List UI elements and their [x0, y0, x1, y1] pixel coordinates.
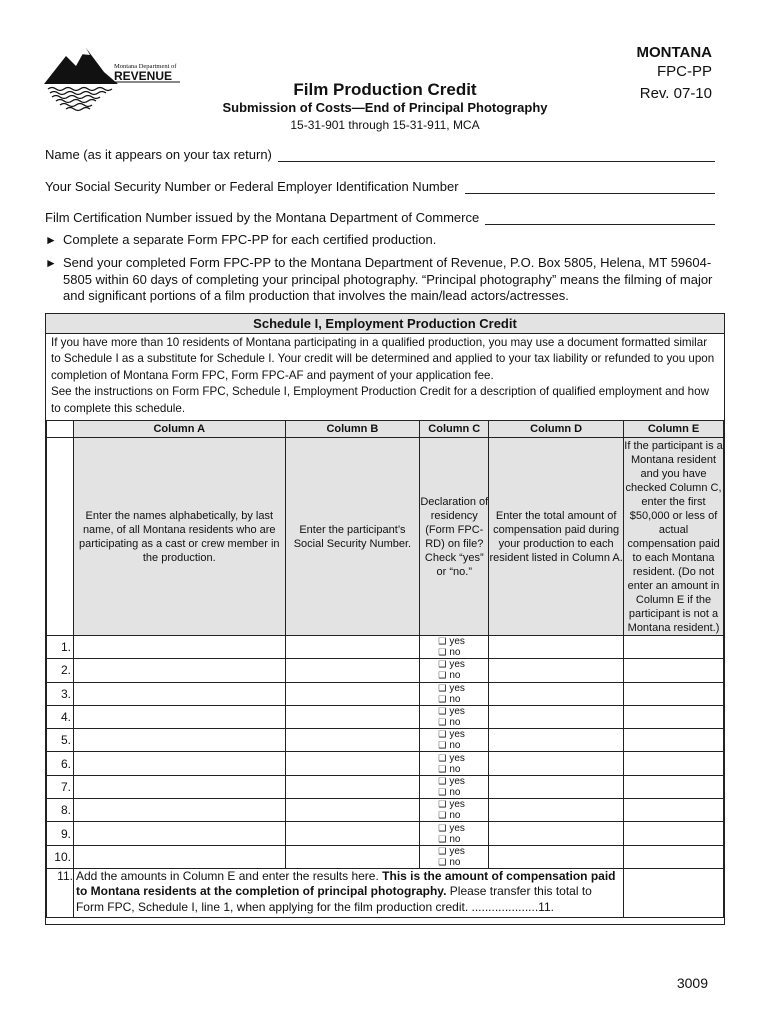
- participant-ssn-cell[interactable]: [285, 775, 420, 798]
- total-compensation-cell[interactable]: [489, 822, 624, 845]
- participant-row: [47, 775, 724, 798]
- qualified-compensation-cell[interactable]: [624, 822, 724, 845]
- blank-cell: [47, 438, 74, 636]
- yes-option[interactable]: [438, 706, 488, 717]
- participant-row: [47, 705, 724, 728]
- participant-rows: [47, 636, 724, 869]
- certification-field: [45, 210, 715, 225]
- no-label: no: [449, 647, 461, 659]
- total-compensation-cell[interactable]: [489, 659, 624, 682]
- form-subtitle: Submission of Costs—End of Principal Photography: [222, 100, 548, 115]
- checkbox-icon[interactable]: ❑: [438, 659, 447, 670]
- schedule-title: Schedule I, Employment Production Credit: [46, 314, 724, 334]
- row-number: 9.: [47, 822, 74, 845]
- no-label: no: [449, 810, 461, 822]
- checkbox-icon[interactable]: ❑: [438, 810, 447, 821]
- participant-ssn-cell[interactable]: [285, 752, 420, 775]
- column-e-description: If the participant is a Montana resident and you have checked Column C, enter the first $50,000 or less of actual compensation paid to each Montana resident. (Do not enter an amount in Column E if the participant is not a Montana resident.): [624, 439, 723, 634]
- column-b-description: Enter the participant’s Social Security Number.: [285, 438, 420, 636]
- checkbox-icon[interactable]: ❑: [438, 786, 447, 797]
- yes-label: yes: [449, 845, 465, 857]
- instruction-text: Complete a separate Form FPC-PP for each certified production.: [63, 232, 437, 247]
- no-label: no: [449, 740, 461, 752]
- total-compensation-cell[interactable]: [489, 729, 624, 752]
- participant-ssn-cell[interactable]: [285, 729, 420, 752]
- residency-checkbox-cell: [420, 799, 489, 822]
- no-label: no: [449, 833, 461, 845]
- checkbox-icon[interactable]: ❑: [438, 740, 447, 751]
- participant-name-cell[interactable]: [73, 845, 285, 868]
- participant-ssn-cell[interactable]: [285, 636, 420, 659]
- checkbox-icon[interactable]: ❑: [438, 647, 447, 658]
- yes-option[interactable]: [438, 659, 488, 670]
- participant-name-cell[interactable]: [73, 705, 285, 728]
- row-number: 7.: [47, 775, 74, 798]
- triangle-bullet-icon: ►: [45, 233, 57, 247]
- yes-label: yes: [449, 729, 465, 741]
- ssn-input-line[interactable]: [465, 179, 715, 194]
- participant-row: [47, 845, 724, 868]
- total-text-tail: Please transfer this total to Form FPC, Schedule I, line 1, when applying for the film production credit. ....................11.: [75, 884, 592, 914]
- yes-label: yes: [449, 682, 465, 694]
- column-d-header: Column D: [489, 421, 624, 438]
- total-line-number: 11.: [47, 868, 74, 917]
- residency-checkbox-cell: [420, 659, 489, 682]
- column-c-header: Column C: [420, 421, 489, 438]
- checkbox-icon[interactable]: ❑: [438, 833, 447, 844]
- instruction-bullet: [45, 255, 725, 305]
- checkbox-icon[interactable]: ❑: [438, 752, 447, 763]
- total-amount-cell[interactable]: [624, 868, 724, 917]
- residency-checkbox-cell: [420, 636, 489, 659]
- statute-reference: 15-31-901 through 15-31-911, MCA: [290, 118, 480, 132]
- schedule-box: [45, 313, 725, 925]
- checkbox-icon[interactable]: ❑: [438, 775, 447, 786]
- checkbox-icon[interactable]: ❑: [438, 693, 447, 704]
- column-d-description: Enter the total amount of compensation paid during your production to each resident listed in Column A.: [489, 438, 624, 636]
- row-number: 8.: [47, 799, 74, 822]
- blank-cell: [47, 421, 74, 438]
- row-number: 3.: [47, 682, 74, 705]
- checkbox-icon[interactable]: ❑: [438, 717, 447, 728]
- yes-label: yes: [449, 659, 465, 671]
- participant-row: [47, 659, 724, 682]
- total-row: [47, 868, 724, 917]
- no-option[interactable]: [438, 670, 488, 681]
- checkbox-icon[interactable]: ❑: [438, 845, 447, 856]
- row-number: 2.: [47, 659, 74, 682]
- row-number: 10.: [47, 845, 74, 868]
- yes-option[interactable]: [438, 846, 488, 857]
- checkbox-icon[interactable]: ❑: [438, 822, 447, 833]
- participant-ssn-cell[interactable]: [285, 682, 420, 705]
- participant-name-cell[interactable]: [73, 729, 285, 752]
- checkbox-icon[interactable]: ❑: [438, 763, 447, 774]
- page-number: 3009: [676, 975, 708, 991]
- total-text-bold: This is the amount of compensation paid to Montana residents at the completion of principal photography.: [75, 868, 616, 899]
- total-compensation-cell[interactable]: [489, 752, 624, 775]
- residency-checkbox-cell: [420, 752, 489, 775]
- participant-name-cell[interactable]: [73, 659, 285, 682]
- row-number: 5.: [47, 729, 74, 752]
- ssn-label: Your Social Security Number or Federal Employer Identification Number: [45, 179, 459, 194]
- column-header-row: [47, 421, 724, 438]
- row-number: 4.: [47, 705, 74, 728]
- schedule-intro-para: See the instructions on Form FPC, Schedule I, Employment Production Credit for a description of qualified employment and how to complete this schedule.: [51, 385, 709, 415]
- no-label: no: [449, 856, 461, 868]
- residency-checkbox-cell: [420, 682, 489, 705]
- no-option[interactable]: [438, 764, 488, 775]
- yes-label: yes: [449, 822, 465, 834]
- logo-dept-text: Montana Department of: [114, 63, 177, 70]
- instruction-text: Send your completed Form FPC-PP to the Montana Department of Revenue, P.O. Box 5805, Helena, MT 59604-5805 within 60 days of completing your principal photography. “Principal photography” means the filming of major and significant portions of a film production that involves the main/lead actors/actresses.: [63, 255, 713, 303]
- name-label: Name (as it appears on your tax return): [45, 147, 272, 162]
- no-option[interactable]: [438, 857, 488, 868]
- form-title: Film Production Credit: [293, 80, 477, 99]
- residency-checkbox-cell: [420, 775, 489, 798]
- yes-option[interactable]: [438, 799, 488, 810]
- yes-label: yes: [449, 799, 465, 811]
- total-compensation-cell[interactable]: [489, 775, 624, 798]
- qualified-compensation-cell[interactable]: [624, 729, 724, 752]
- participant-ssn-cell[interactable]: [285, 705, 420, 728]
- qualified-compensation-cell[interactable]: [624, 799, 724, 822]
- yes-label: yes: [449, 636, 465, 648]
- participant-row: [47, 636, 724, 659]
- participant-row: [47, 729, 724, 752]
- participant-ssn-cell[interactable]: [285, 659, 420, 682]
- yes-label: yes: [449, 775, 465, 787]
- checkbox-icon[interactable]: ❑: [438, 682, 447, 693]
- no-label: no: [449, 717, 461, 729]
- no-option[interactable]: [438, 810, 488, 821]
- residency-checkbox-cell: [420, 705, 489, 728]
- form-id: FPC-PP: [656, 63, 712, 80]
- state-name: MONTANA: [636, 44, 712, 61]
- yes-option[interactable]: [438, 636, 488, 647]
- participant-name-cell[interactable]: [73, 682, 285, 705]
- total-compensation-cell[interactable]: [489, 705, 624, 728]
- no-option[interactable]: [438, 740, 488, 751]
- no-label: no: [449, 693, 461, 705]
- no-option[interactable]: [438, 694, 488, 705]
- certification-input-line[interactable]: [485, 210, 715, 225]
- participant-name-cell[interactable]: [73, 636, 285, 659]
- qualified-compensation-cell[interactable]: [624, 705, 724, 728]
- residency-checkbox-cell: [420, 822, 489, 845]
- row-number: 1.: [47, 636, 74, 659]
- residency-checkbox-cell: [420, 845, 489, 868]
- residency-checkbox-cell: [420, 729, 489, 752]
- checkbox-icon[interactable]: ❑: [438, 636, 447, 647]
- participant-row: [47, 682, 724, 705]
- total-text-plain: Add the amounts in Column E and enter the results here.: [75, 868, 383, 883]
- qualified-compensation-cell[interactable]: [624, 752, 724, 775]
- qualified-compensation-cell[interactable]: [624, 845, 724, 868]
- schedule-intro-para: If you have more than 10 residents of Montana participating in a qualified production, you may use a document formatted similar to Schedule I as a substitute for Schedule I. Your credit will be determined and applied to your tax liability or refunded to you upon completion of Montana Form FPC, Form FPC-AF and payment of your application fee.: [51, 336, 715, 382]
- total-instructions: [73, 868, 623, 917]
- column-a-header: Column A: [73, 421, 285, 438]
- no-option[interactable]: [438, 834, 488, 845]
- yes-option[interactable]: [438, 823, 488, 834]
- yes-option[interactable]: [438, 753, 488, 764]
- participant-ssn-cell[interactable]: [285, 799, 420, 822]
- column-c-description: Declaration of residency (Form FPC-RD) on file? Check “yes” or “no.”: [420, 438, 489, 636]
- total-compensation-cell[interactable]: [489, 799, 624, 822]
- name-field: [45, 147, 715, 162]
- column-e-header: Column E: [624, 421, 724, 438]
- no-label: no: [449, 786, 461, 798]
- participant-name-cell[interactable]: [73, 822, 285, 845]
- total-compensation-cell[interactable]: [489, 682, 624, 705]
- name-input-line[interactable]: [278, 147, 715, 162]
- checkbox-icon[interactable]: ❑: [438, 799, 447, 810]
- participant-ssn-cell[interactable]: [285, 822, 420, 845]
- qualified-compensation-cell[interactable]: [624, 682, 724, 705]
- qualified-compensation-cell[interactable]: [624, 659, 724, 682]
- column-b-header: Column B: [285, 421, 420, 438]
- participant-name-cell[interactable]: [73, 752, 285, 775]
- yes-option[interactable]: [438, 776, 488, 787]
- total-compensation-cell[interactable]: [489, 636, 624, 659]
- logo-name-text: REVENUE: [114, 69, 173, 83]
- column-description-row: [47, 438, 724, 636]
- no-option[interactable]: [438, 647, 488, 658]
- checkbox-icon[interactable]: ❑: [438, 856, 447, 867]
- certification-label: Film Certification Number issued by the Montana Department of Commerce: [45, 210, 480, 225]
- revision-date: Rev. 07-10: [639, 85, 712, 102]
- yes-option[interactable]: [438, 729, 488, 740]
- yes-label: yes: [449, 706, 465, 718]
- participant-row: [47, 822, 724, 845]
- checkbox-icon[interactable]: ❑: [438, 670, 447, 681]
- checkbox-icon[interactable]: ❑: [438, 729, 447, 740]
- qualified-compensation-cell[interactable]: [624, 636, 724, 659]
- yes-label: yes: [449, 752, 465, 764]
- participant-row: [47, 752, 724, 775]
- participant-name-cell[interactable]: [73, 775, 285, 798]
- participant-ssn-cell[interactable]: [285, 845, 420, 868]
- qualified-compensation-cell[interactable]: [624, 775, 724, 798]
- checkbox-icon[interactable]: ❑: [438, 706, 447, 717]
- no-option[interactable]: [438, 717, 488, 728]
- schedule-intro: [51, 335, 719, 417]
- schedule-table: [46, 420, 724, 918]
- yes-option[interactable]: [438, 683, 488, 694]
- instruction-bullet: [45, 232, 725, 249]
- participant-name-cell[interactable]: [73, 799, 285, 822]
- no-label: no: [449, 763, 461, 775]
- row-number: 6.: [47, 752, 74, 775]
- participant-row: [47, 799, 724, 822]
- no-option[interactable]: [438, 787, 488, 798]
- total-compensation-cell[interactable]: [489, 845, 624, 868]
- column-a-description: Enter the names alphabetically, by last name, of all Montana residents who are participating as a cast or crew member in the production.: [73, 438, 285, 636]
- triangle-bullet-icon: ►: [45, 256, 57, 270]
- no-label: no: [449, 670, 461, 682]
- ssn-field: [45, 179, 715, 194]
